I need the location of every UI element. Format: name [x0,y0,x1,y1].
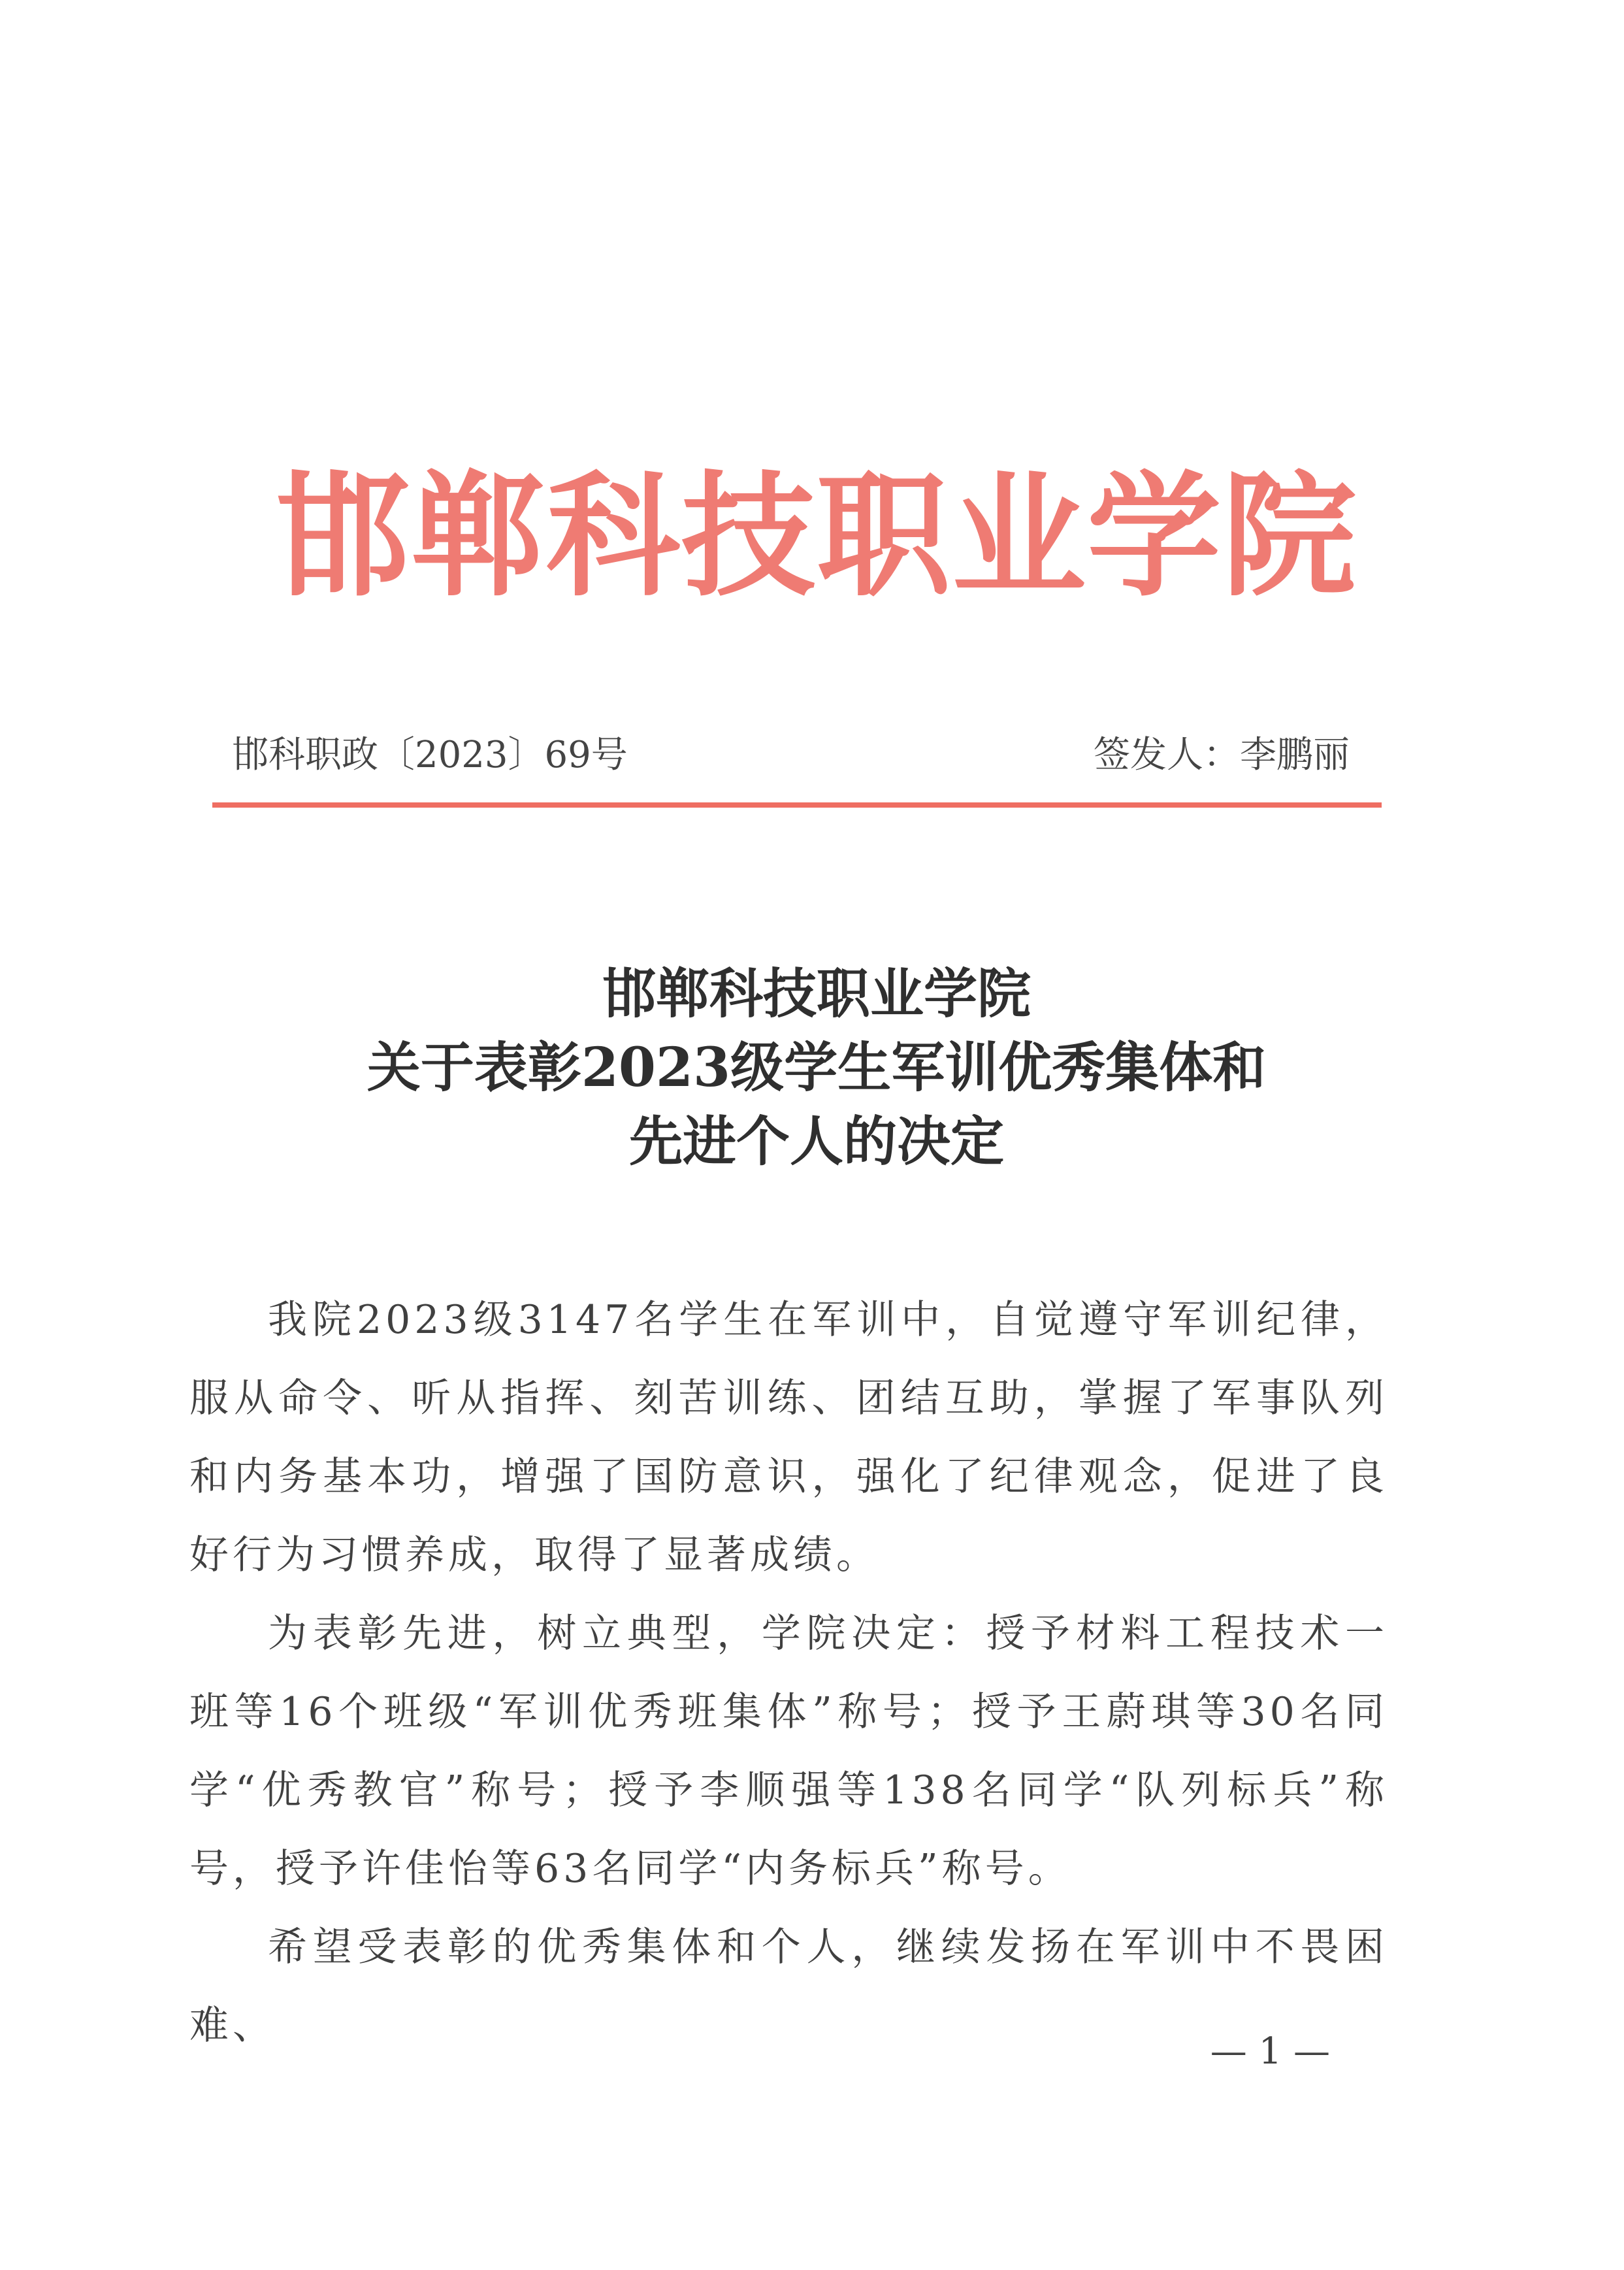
title-line-2: 关于表彰2023级学生军训优秀集体和 [366,1036,1267,1099]
document-title [196,957,1437,1179]
title-line-3: 先进个人的决定 [628,1110,1004,1173]
page-number: — 1 — [1210,2030,1330,2073]
red-divider-line [212,802,1382,808]
body-paragraph-1: 我院2023级3147名学生在军训中，自觉遵守军训纪律，服从命令、听从指挥、刻苦训练、团结互助，掌握了军事队列和内务基本功，增强了国防意识，强化了纪律观念，促进了良好行为习惯养成，取得了显著成绩。 [189,1297,1388,1578]
document-number: 邯科职政〔2023〕69号 [232,734,628,776]
signer: 签发人：李鹏丽 [1094,734,1350,776]
title-line-1: 邯郸科技职业学院 [602,962,1031,1025]
body-paragraph-2: 为表彰先进，树立典型，学院决定：授予材料工程技术一班等16个班级“军训优秀班集体”称号；授予王蔚琪等30名同学“优秀教官”称号；授予李顺强等138名同学“队列标兵”称号，授予许佳怡等63名同学“内务标兵”称号。 [189,1611,1388,1892]
body-paragraph-3: 希望受表彰的优秀集体和个人，继续发扬在军训中不畏困难、 [189,1924,1388,2048]
document-body [189,1281,1388,2065]
institution-masthead: 邯郸科技职业学院 [276,459,1357,615]
